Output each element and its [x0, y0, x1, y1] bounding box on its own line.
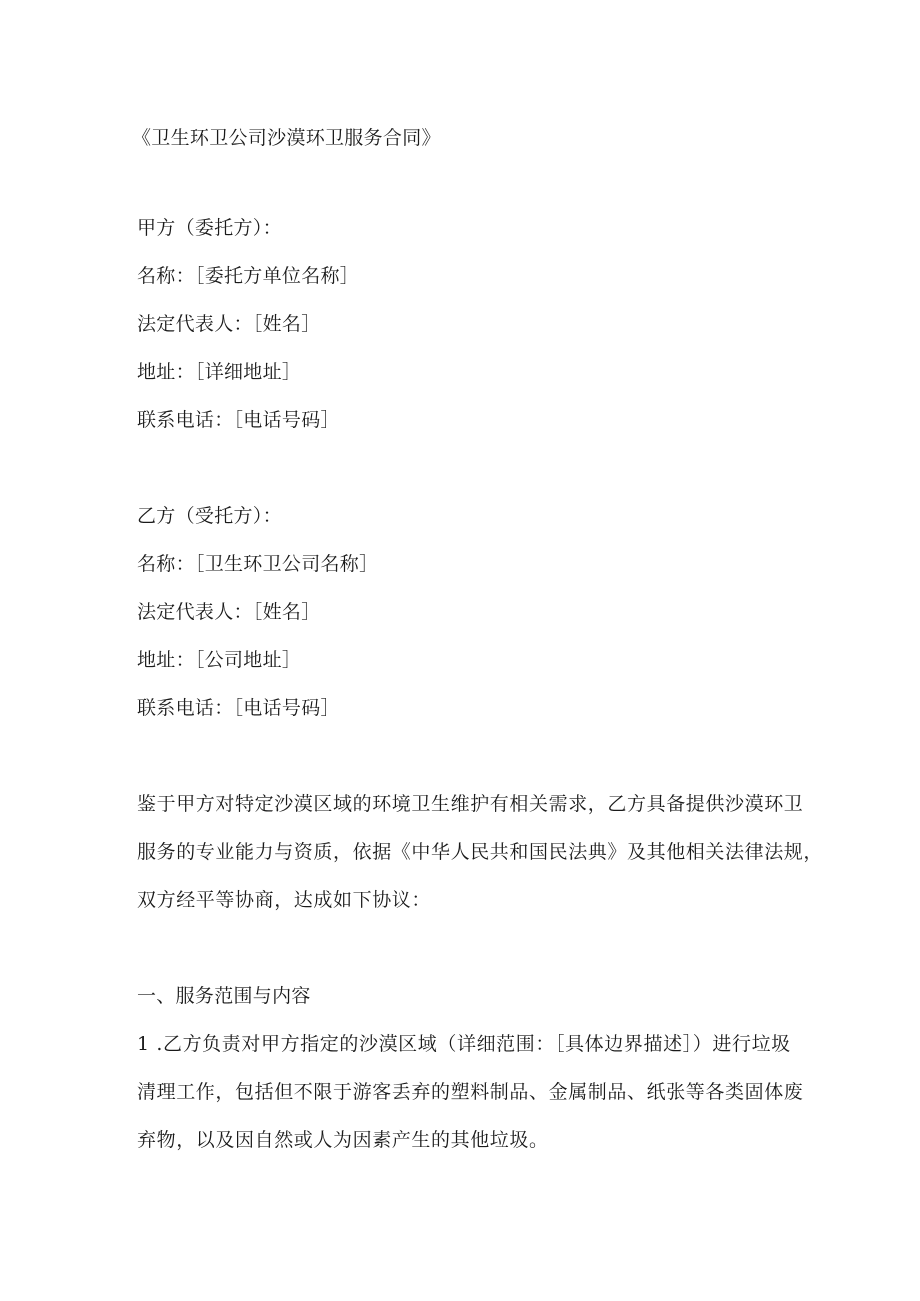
preamble-line-3: 双方经平等协商，达成如下协议： [137, 889, 432, 911]
party-b-heading: 乙方（受托方）： [137, 505, 282, 527]
party-b-representative: 法定代表人：［姓名］ [137, 601, 321, 623]
section-1-item-1-line-3: 弃物，以及因自然或人为因素产生的其他垃圾。 [137, 1129, 549, 1151]
party-a-heading: 甲方（委托方）： [137, 217, 282, 239]
document-title: 《卫生环卫公司沙漠环卫服务合同》 [132, 127, 441, 149]
preamble-line-1: 鉴于甲方对特定沙漠区域的环境卫生维护有相关需求，乙方具备提供沙漠环卫 [137, 793, 804, 815]
preamble-line-2: 服务的专业能力与资质，依据《中华人民共和国民法典》及其他相关法律法规， [137, 841, 824, 863]
party-a-phone: 联系电话：［电话号码］ [137, 409, 340, 431]
party-a-address: 地址：［详细地址］ [137, 361, 302, 383]
party-b-name: 名称：［卫生环卫公司名称］ [137, 553, 379, 575]
section-1-item-1-line-2: 清理工作，包括但不限于游客丢弃的塑料制品、金属制品、纸张等各类固体废 [137, 1081, 804, 1103]
party-a-name: 名称：［委托方单位名称］ [137, 265, 360, 287]
party-b-address: 地址：［公司地址］ [137, 649, 302, 671]
party-b-phone: 联系电话：［电话号码］ [137, 697, 340, 719]
section-1-heading: 一、服务范围与内容 [137, 985, 311, 1007]
party-a-representative: 法定代表人：［姓名］ [137, 313, 321, 335]
section-1-item-1-line-1: 1 .乙方负责对甲方指定的沙漠区域（详细范围：［具体边界描述］）进行垃圾 [137, 1033, 791, 1055]
